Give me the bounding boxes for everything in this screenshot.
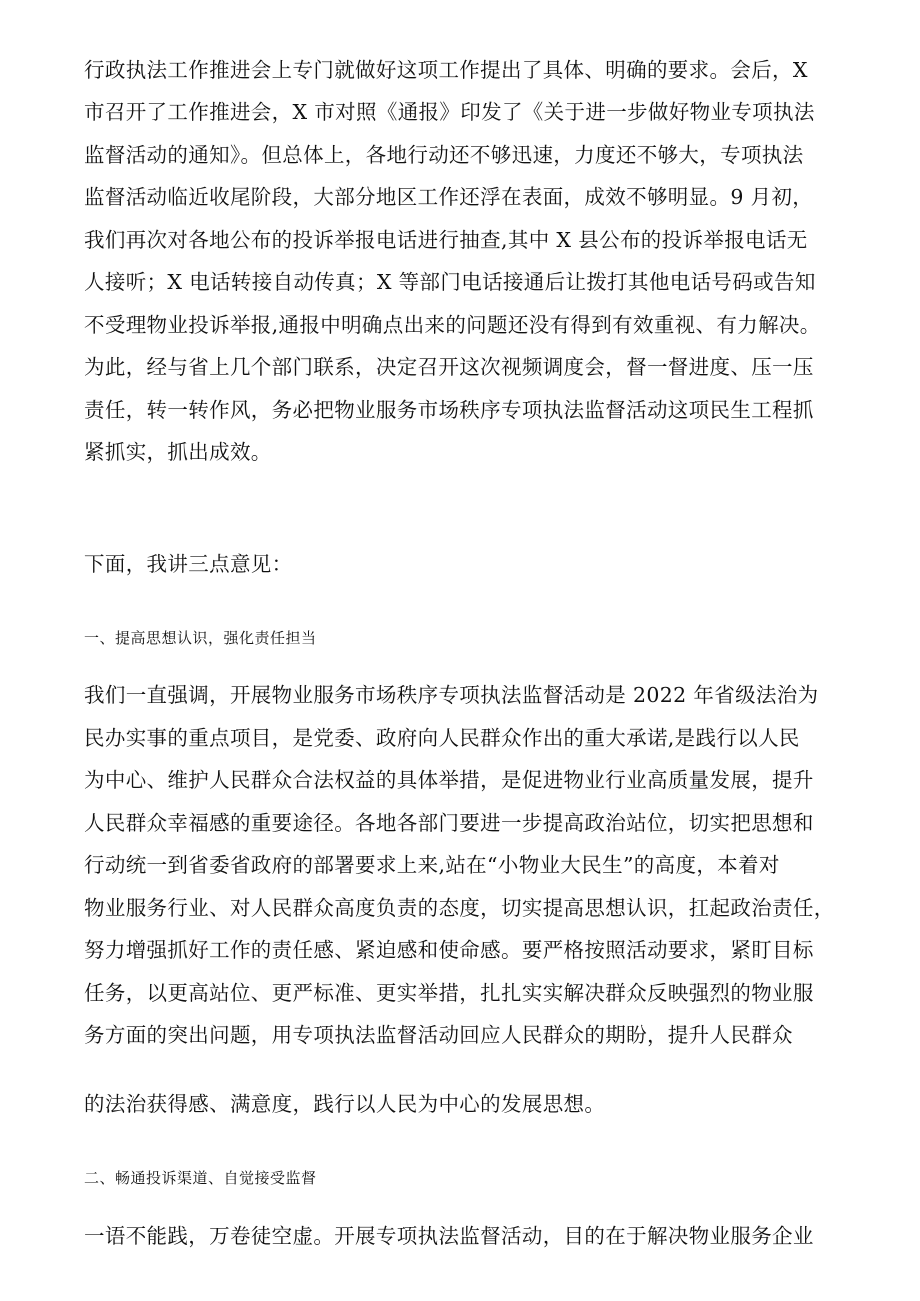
section1-paragraph-line: 的法治获得感、满意度，践行以人民为中心的发展思想。 <box>84 1092 606 1116</box>
intro-paragraph-line: 监督活动的通知》。但总体上，各地行动还不够迅速，力度还不够大，专项执法 <box>84 143 804 167</box>
section1-paragraph-line: 物业服务行业、对人民群众高度负责的态度，切实提高思想认识，扛起政治责任， <box>84 896 835 920</box>
transition-text: 下面，我讲三点意见： <box>84 552 293 576</box>
section1-paragraph-line: 人民群众幸福感的重要途径。各地各部门要进一步提高政治站位，切实把思想和 <box>84 811 814 835</box>
section1-paragraph-line: 民办实事的重点项目，是党委、政府向人民群众作出的重大承诺,是践行以人民 <box>84 726 800 750</box>
section1-paragraph-line: 行动统一到省委省政府的部署要求上来,站在“小物业大民生”的高度，本着对 <box>84 853 780 877</box>
section2-paragraph-line: 一语不能践，万卷徒空虚。开展专项执法监督活动，目的在于解决物业服务企业 <box>84 1224 814 1248</box>
intro-paragraph-line: 监督活动临近收尾阶段，大部分地区工作还浮在表面，成效不够明显。9 月初， <box>84 185 814 209</box>
intro-paragraph-line: 为此，经与省上几个部门联系，决定召开这次视频调度会，督一督进度、压一压 <box>84 355 814 379</box>
section-heading-1: 一、提高思想认识，强化责任担当 <box>84 629 317 647</box>
intro-paragraph-line: 紧抓实，抓出成效。 <box>84 440 272 464</box>
intro-paragraph-line: 行政执法工作推进会上专门就做好这项工作提出了具体、明确的要求。会后，X <box>84 58 808 82</box>
section1-paragraph-line: 为中心、维护人民群众合法权益的具体举措，是促进物业行业高质量发展，提升 <box>84 768 814 792</box>
intro-paragraph-line: 人接听；X 电话转接自动传真；X 等部门电话接通后让拨打其他电话号码或告知 <box>84 270 816 294</box>
section1-paragraph-line: 务方面的突出问题，用专项执法监督活动回应人民群众的期盼，提升人民群众 <box>84 1023 793 1047</box>
section-heading-2: 二、畅通投诉渠道、自觉接受监督 <box>84 1169 317 1187</box>
section1-paragraph-line: 努力增强抓好工作的责任感、紧迫感和使命感。要严格按照活动要求，紧盯目标 <box>84 938 814 962</box>
intro-paragraph-line: 不受理物业投诉举报,通报中明确点出来的问题还没有得到有效重视、有力解决。 <box>84 313 821 337</box>
intro-paragraph-line: 市召开了工作推进会，X 市对照《通报》印发了《关于进一步做好物业专项执法 <box>84 100 815 124</box>
intro-paragraph-line: 我们再次对各地公布的投诉举报电话进行抽查,其中 X 县公布的投诉举报电话无 <box>84 228 808 252</box>
section1-paragraph-line: 我们一直强调，开展物业服务市场秩序专项执法监督活动是 2022 年省级法治为 <box>84 683 819 707</box>
intro-paragraph-line: 责任，转一转作风，务必把物业服务市场秩序专项执法监督活动这项民生工程抓 <box>84 398 814 422</box>
section1-paragraph-line: 任务，以更高站位、更严标准、更实举措，扎扎实实解决群众反映强烈的物业服 <box>84 981 814 1005</box>
